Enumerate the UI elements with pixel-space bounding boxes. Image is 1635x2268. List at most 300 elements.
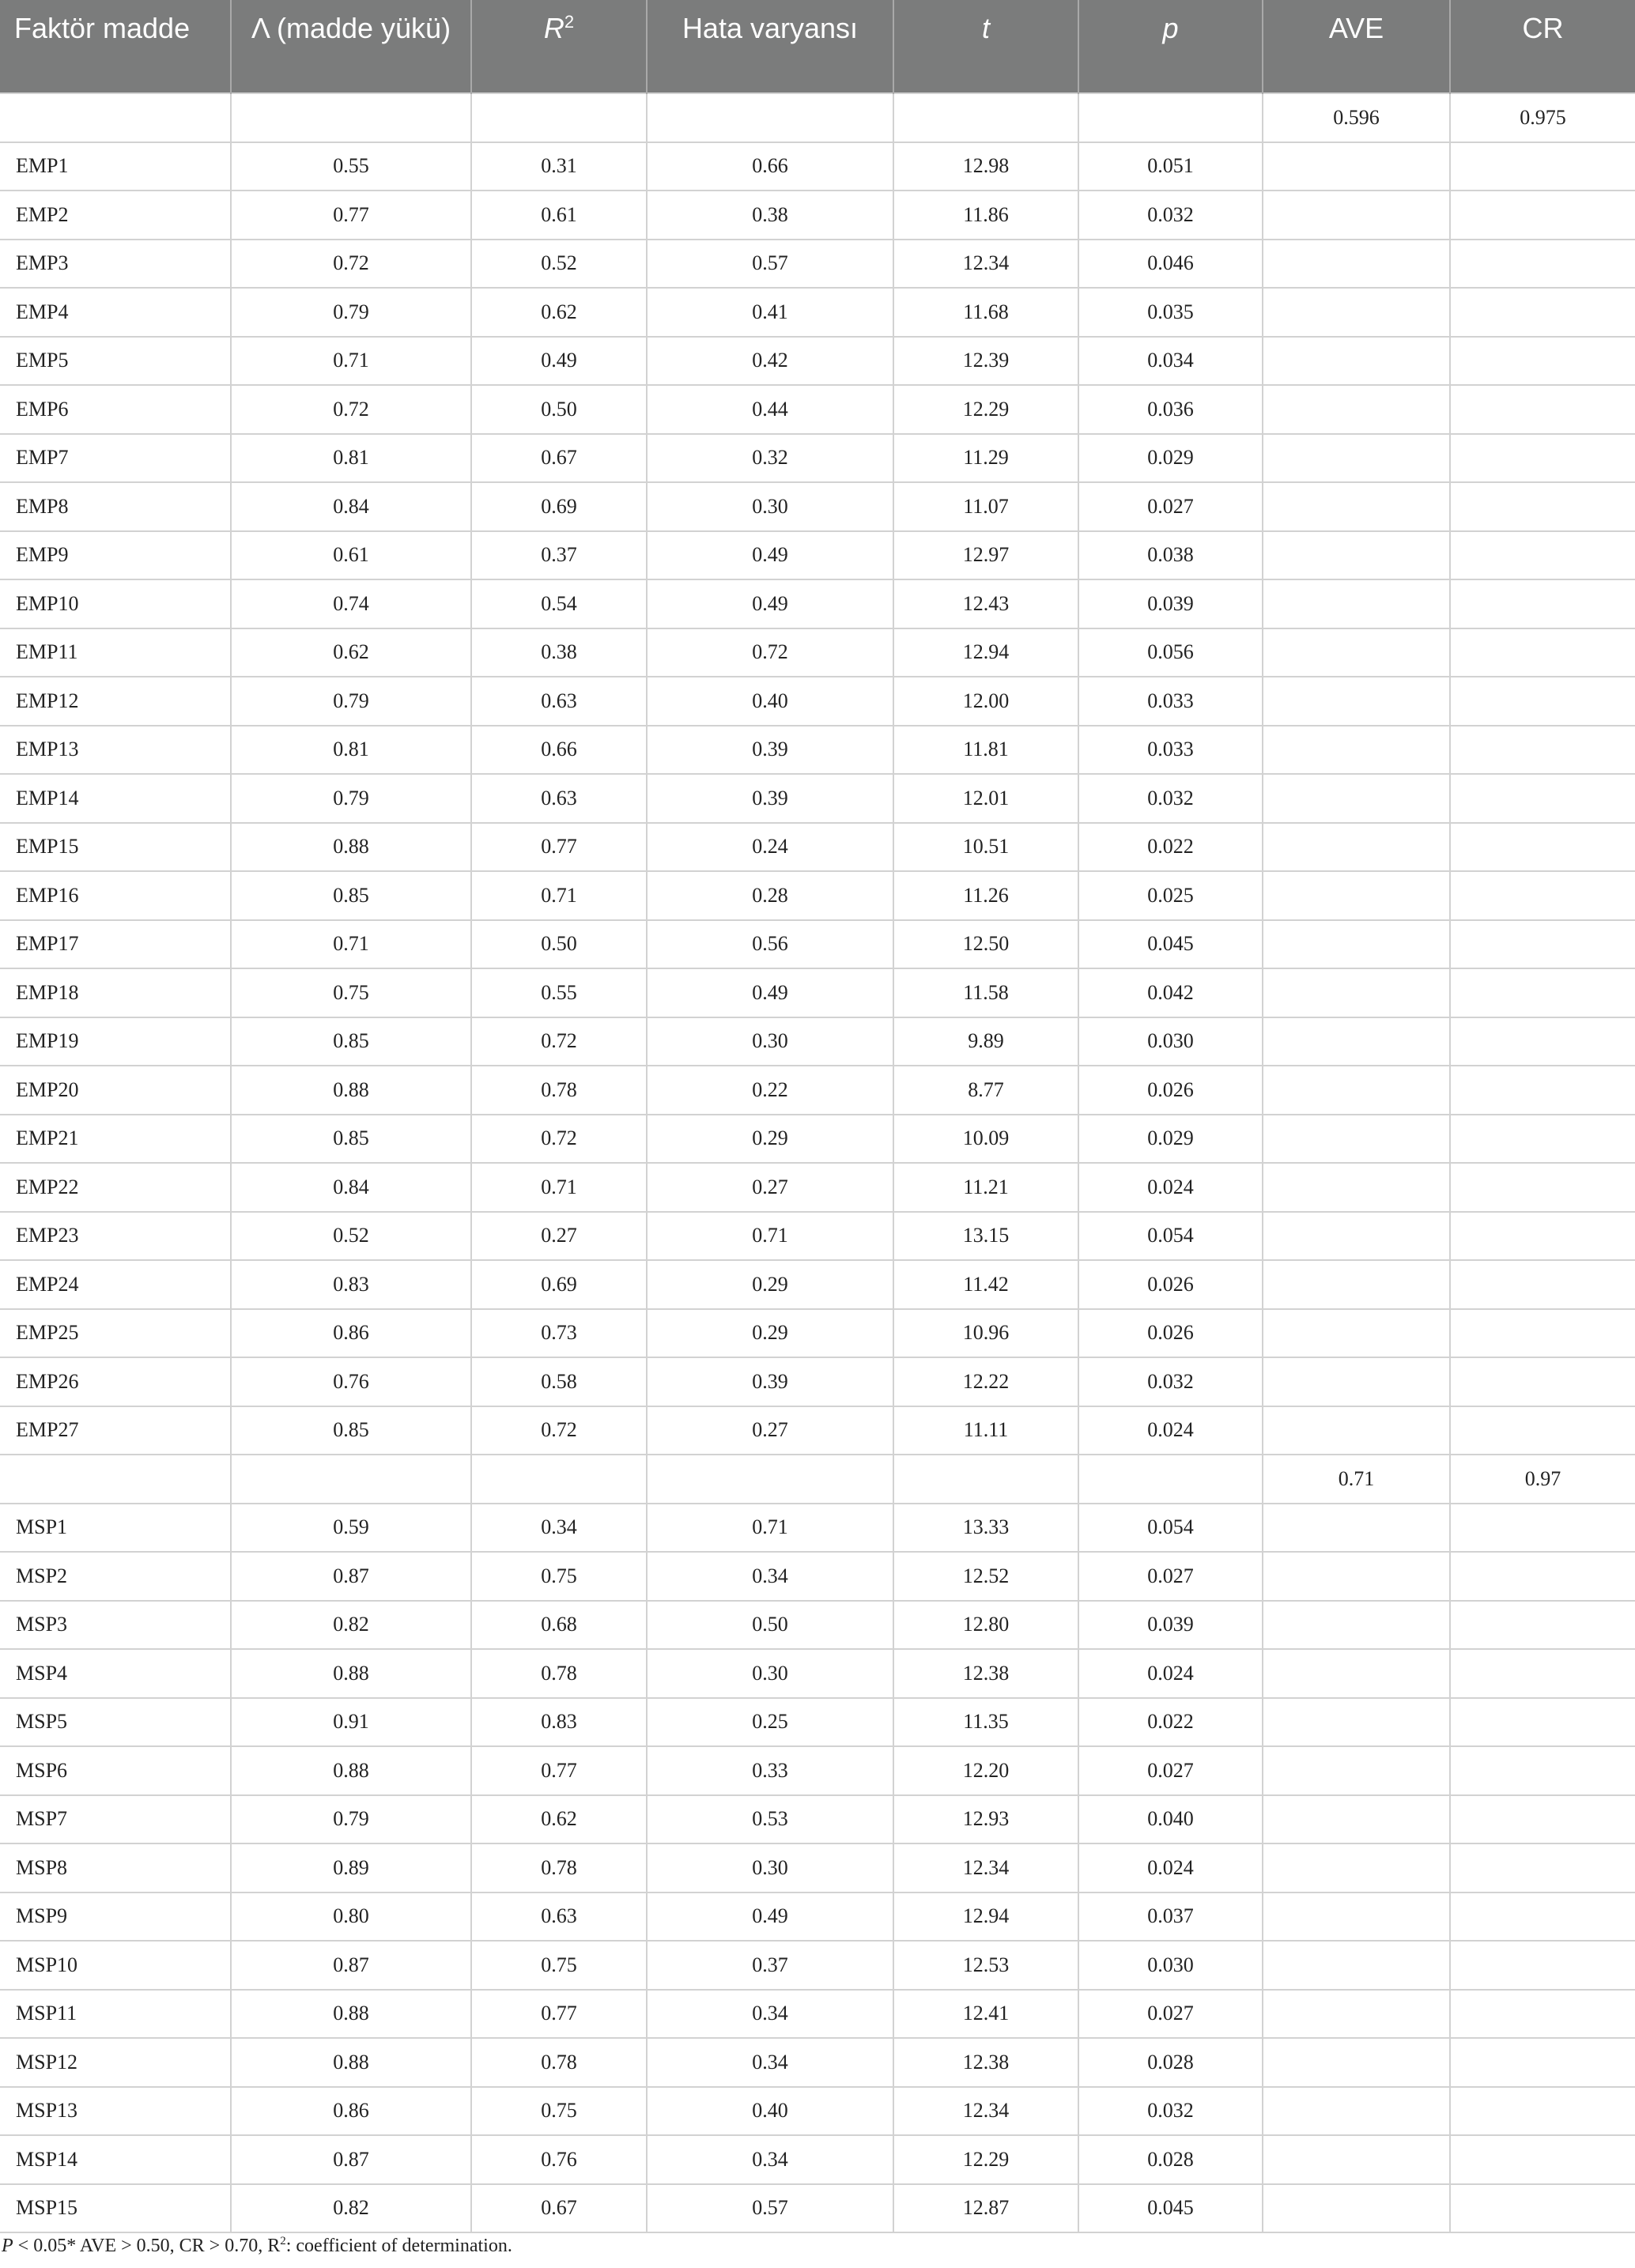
cell-cr [1450,968,1635,1017]
cell-error-variance: 0.50 [647,1601,893,1650]
table-row [0,1843,1635,1893]
cell-ave [1263,337,1450,386]
cell-loading: 0.72 [231,240,471,289]
cell-r-squared: 0.58 [471,1357,647,1406]
header-p-value: p [1078,0,1263,93]
cell-cr [1450,1698,1635,1747]
cell-ave [1263,1990,1450,2039]
cell-ave [1263,142,1450,191]
cell-cr [1450,1746,1635,1795]
cell-t-value: 12.80 [893,1601,1078,1650]
cell-ave [1263,2087,1450,2136]
cell-t-value: 13.15 [893,1212,1078,1261]
cell-ave [1263,1017,1450,1066]
table-row-summary [0,1455,1635,1504]
cell-error-variance: 0.30 [647,482,893,531]
table-row [0,2184,1635,2233]
cell-t-value: 13.33 [893,1504,1078,1553]
table-row [0,1017,1635,1066]
cell-ave [1263,1309,1450,1358]
header-r-squared: $R^2$ [471,0,647,93]
cell-p-value: 0.028 [1078,2038,1263,2087]
cell-r-squared: 0.83 [471,1698,647,1747]
cell-cr [1450,1504,1635,1553]
cell-cr [1450,434,1635,483]
cell-r-squared: 0.52 [471,240,647,289]
cell-error-variance: 0.56 [647,920,893,969]
cell-item: EMP12 [0,677,231,726]
cell-ave [1263,1552,1450,1601]
cell-loading: 0.89 [231,1843,471,1893]
cell-item: EMP27 [0,1406,231,1455]
cell-item: EMP18 [0,968,231,1017]
cell-r-squared: 0.71 [471,1163,647,1212]
cell-item: EMP25 [0,1309,231,1358]
cell-error-variance: 0.33 [647,1746,893,1795]
header-ave: AVE [1263,0,1450,93]
cell-item: EMP22 [0,1163,231,1212]
cell-p-value: 0.027 [1078,1746,1263,1795]
cell-error-variance: 0.30 [647,1843,893,1893]
table-row [0,1115,1635,1164]
cell-t-value: 12.34 [893,1843,1078,1893]
cell-ave [1263,2184,1450,2233]
cell-ave [1263,482,1450,531]
cell-item: EMP21 [0,1115,231,1164]
cell-r-squared: 0.75 [471,1941,647,1990]
cell-item [0,93,231,142]
cell-error-variance: 0.49 [647,1893,893,1942]
cell-ave [1263,823,1450,872]
cell-p-value: 0.029 [1078,1115,1263,1164]
cell-r-squared: 0.72 [471,1115,647,1164]
cell-cr [1450,1163,1635,1212]
cell-r-squared: 0.77 [471,1990,647,2039]
cell-p-value: 0.024 [1078,1649,1263,1698]
cell-error-variance: 0.30 [647,1017,893,1066]
cell-error-variance: 0.29 [647,1260,893,1309]
cell-ave [1263,968,1450,1017]
cell-loading [231,1455,471,1504]
cell-loading [231,93,471,142]
cell-t-value: 12.38 [893,2038,1078,2087]
cell-error-variance: 0.27 [647,1406,893,1455]
cell-r-squared: 0.49 [471,337,647,386]
cell-p-value: 0.027 [1078,1990,1263,2039]
cell-item: EMP23 [0,1212,231,1261]
cell-loading: 0.81 [231,434,471,483]
cell-t-value: 9.89 [893,1017,1078,1066]
cell-cr [1450,1893,1635,1942]
cell-item: MSP5 [0,1698,231,1747]
cell-ave: 0.596 [1263,93,1450,142]
cell-r-squared: 0.78 [471,1066,647,1115]
cell-cr [1450,2087,1635,2136]
cell-t-value: 11.81 [893,726,1078,775]
cell-cr [1450,579,1635,628]
table-row [0,628,1635,677]
cell-t-value: 11.86 [893,191,1078,240]
cell-error-variance: 0.39 [647,774,893,823]
cell-error-variance: 0.44 [647,385,893,434]
header-cr: CR [1522,12,1564,44]
table-row [0,531,1635,580]
cell-ave [1263,628,1450,677]
cell-cr [1450,1212,1635,1261]
cell-r-squared: 0.63 [471,774,647,823]
cell-p-value: 0.037 [1078,1893,1263,1942]
cell-r-squared: 0.54 [471,579,647,628]
cell-t-value: 10.96 [893,1309,1078,1358]
cell-r-squared: 0.62 [471,288,647,337]
cell-t-value: 11.42 [893,1260,1078,1309]
cell-cr [1450,1941,1635,1990]
cell-p-value: 0.027 [1078,1552,1263,1601]
cell-item: EMP20 [0,1066,231,1115]
cell-t-value [893,1455,1078,1504]
cell-cr: 0.975 [1450,93,1635,142]
cell-loading: 0.86 [231,1309,471,1358]
cell-cr [1450,1066,1635,1115]
table-row [0,871,1635,920]
table-row [0,337,1635,386]
cell-ave [1263,726,1450,775]
cell-p-value: 0.039 [1078,579,1263,628]
cell-ave [1263,1746,1450,1795]
cell-error-variance: 0.49 [647,531,893,580]
cell-p-value: 0.042 [1078,968,1263,1017]
cell-t-value: 12.41 [893,1990,1078,2039]
cell-loading: 0.79 [231,1795,471,1844]
cell-t-value: 11.29 [893,434,1078,483]
table-row [0,1601,1635,1650]
table-row [0,774,1635,823]
cell-cr [1450,2038,1635,2087]
cell-t-value: 12.20 [893,1746,1078,1795]
cell-cr [1450,726,1635,775]
cell-item: MSP9 [0,1893,231,1942]
table-row [0,288,1635,337]
cell-item: MSP12 [0,2038,231,2087]
cell-ave [1263,385,1450,434]
cell-cr [1450,191,1635,240]
cell-ave [1263,2038,1450,2087]
cell-r-squared: 0.75 [471,1552,647,1601]
cell-loading: 0.74 [231,579,471,628]
table-row [0,579,1635,628]
cell-p-value [1078,1455,1263,1504]
cell-item: MSP1 [0,1504,231,1553]
cell-r-squared: 0.67 [471,434,647,483]
cell-item: EMP24 [0,1260,231,1309]
table-row [0,434,1635,483]
cell-r-squared: 0.77 [471,823,647,872]
cell-p-value: 0.026 [1078,1260,1263,1309]
cell-r-squared: 0.63 [471,1893,647,1942]
cell-t-value: 12.43 [893,579,1078,628]
cell-t-value: 10.51 [893,823,1078,872]
cell-item: MSP13 [0,2087,231,2136]
cell-loading: 0.88 [231,1649,471,1698]
cell-ave [1263,1649,1450,1698]
header-factor-loading: Λ (madde yükü) [231,0,471,93]
cell-ave [1263,920,1450,969]
cell-r-squared: 0.55 [471,968,647,1017]
cell-p-value: 0.040 [1078,1795,1263,1844]
cell-loading: 0.88 [231,1066,471,1115]
cell-item: MSP14 [0,2135,231,2184]
table-row [0,1698,1635,1747]
cell-ave [1263,1357,1450,1406]
cell-item: EMP17 [0,920,231,969]
cell-p-value: 0.056 [1078,628,1263,677]
cell-item: EMP6 [0,385,231,434]
cell-r-squared: 0.63 [471,677,647,726]
cell-item: EMP14 [0,774,231,823]
table-row [0,1941,1635,1990]
cell-t-value: 12.94 [893,628,1078,677]
cell-error-variance: 0.29 [647,1115,893,1164]
cell-ave [1263,1601,1450,1650]
cell-r-squared: 0.31 [471,142,647,191]
header-factor-item: Faktör madde [0,0,231,93]
cell-item: EMP1 [0,142,231,191]
cell-loading: 0.83 [231,1260,471,1309]
cell-p-value: 0.026 [1078,1309,1263,1358]
cell-cr [1450,1795,1635,1844]
table-row [0,1795,1635,1844]
cell-p-value: 0.032 [1078,1357,1263,1406]
table-row [0,823,1635,872]
table-row [0,1893,1635,1942]
cell-cr [1450,1601,1635,1650]
cell-error-variance: 0.24 [647,823,893,872]
cell-loading: 0.82 [231,1601,471,1650]
cell-p-value: 0.028 [1078,2135,1263,2184]
cell-loading: 0.79 [231,677,471,726]
cell-loading: 0.88 [231,1746,471,1795]
table-row [0,1163,1635,1212]
cell-item: MSP10 [0,1941,231,1990]
cell-r-squared: 0.69 [471,482,647,531]
cell-p-value: 0.033 [1078,677,1263,726]
cell-item: EMP11 [0,628,231,677]
table-row [0,968,1635,1017]
cell-item: EMP5 [0,337,231,386]
cell-loading: 0.76 [231,1357,471,1406]
cell-ave [1263,1893,1450,1942]
cell-r-squared: 0.34 [471,1504,647,1553]
table-row [0,1746,1635,1795]
cell-error-variance: 0.28 [647,871,893,920]
cell-loading: 0.84 [231,1163,471,1212]
cell-t-value [893,93,1078,142]
table-row [0,1066,1635,1115]
cell-p-value: 0.034 [1078,337,1263,386]
table-row [0,191,1635,240]
cell-item: MSP3 [0,1601,231,1650]
cell-r-squared: 0.78 [471,1649,647,1698]
cell-ave [1263,191,1450,240]
cell-loading: 0.82 [231,2184,471,2233]
cell-t-value: 12.98 [893,142,1078,191]
cell-cr [1450,1843,1635,1893]
cell-error-variance: 0.38 [647,191,893,240]
cell-r-squared: 0.71 [471,871,647,920]
cell-t-value: 12.39 [893,337,1078,386]
cell-loading: 0.62 [231,628,471,677]
cell-cr [1450,1552,1635,1601]
cell-loading: 0.88 [231,823,471,872]
cell-cr [1450,482,1635,531]
cell-t-value: 12.34 [893,240,1078,289]
cell-item [0,1455,231,1504]
cell-ave [1263,1406,1450,1455]
cell-error-variance: 0.34 [647,1552,893,1601]
cell-ave [1263,1941,1450,1990]
cell-loading: 0.79 [231,774,471,823]
cell-r-squared: 0.66 [471,726,647,775]
cell-t-value: 12.93 [893,1795,1078,1844]
cell-p-value: 0.032 [1078,191,1263,240]
cell-r-squared: 0.67 [471,2184,647,2233]
cell-r-squared: 0.37 [471,531,647,580]
cell-r-squared: 0.62 [471,1795,647,1844]
cell-p-value: 0.054 [1078,1212,1263,1261]
cell-p-value: 0.024 [1078,1406,1263,1455]
cell-p-value: 0.033 [1078,726,1263,775]
cell-error-variance: 0.49 [647,968,893,1017]
cell-t-value: 12.87 [893,2184,1078,2233]
cell-t-value: 11.35 [893,1698,1078,1747]
cell-p-value: 0.030 [1078,1941,1263,1990]
cell-t-value: 12.01 [893,774,1078,823]
cell-ave [1263,1504,1450,1553]
cell-r-squared: 0.76 [471,2135,647,2184]
cell-p-value: 0.054 [1078,1504,1263,1553]
cell-r-squared: 0.68 [471,1601,647,1650]
cell-cr [1450,2184,1635,2233]
cell-p-value: 0.045 [1078,2184,1263,2233]
cell-error-variance: 0.57 [647,2184,893,2233]
cell-item: EMP15 [0,823,231,872]
cell-item: EMP26 [0,1357,231,1406]
cell-r-squared: 0.75 [471,2087,647,2136]
cell-error-variance: 0.34 [647,1990,893,2039]
cell-ave [1263,1698,1450,1747]
cell-cr [1450,774,1635,823]
cell-p-value: 0.026 [1078,1066,1263,1115]
cell-loading: 0.85 [231,1406,471,1455]
cell-cr [1450,1357,1635,1406]
cell-t-value: 12.53 [893,1941,1078,1990]
cell-p-value: 0.036 [1078,385,1263,434]
cell-cr [1450,288,1635,337]
cell-loading: 0.55 [231,142,471,191]
cell-error-variance: 0.72 [647,628,893,677]
cell-r-squared: 0.77 [471,1746,647,1795]
cell-loading: 0.85 [231,1115,471,1164]
cell-ave [1263,1795,1450,1844]
cell-cr [1450,2135,1635,2184]
cell-t-value: 12.52 [893,1552,1078,1601]
cell-t-value: 11.11 [893,1406,1078,1455]
cell-error-variance: 0.32 [647,434,893,483]
cell-p-value: 0.027 [1078,482,1263,531]
table-header-row [0,0,1635,93]
cell-t-value: 12.97 [893,531,1078,580]
cell-p-value: 0.025 [1078,871,1263,920]
cell-ave [1263,677,1450,726]
cell-cr [1450,871,1635,920]
cell-ave [1263,531,1450,580]
cell-cr [1450,142,1635,191]
cell-p-value: 0.051 [1078,142,1263,191]
table-row [0,2135,1635,2184]
cell-loading: 0.85 [231,1017,471,1066]
table-body [0,93,1635,2232]
cell-item: EMP2 [0,191,231,240]
table-row [0,1406,1635,1455]
cell-error-variance: 0.53 [647,1795,893,1844]
cell-cr [1450,240,1635,289]
table-row [0,677,1635,726]
table-row [0,2038,1635,2087]
table-row [0,1649,1635,1698]
cell-loading: 0.77 [231,191,471,240]
cell-loading: 0.61 [231,531,471,580]
cell-r-squared [471,1455,647,1504]
cell-loading: 0.81 [231,726,471,775]
cell-r-squared: 0.72 [471,1017,647,1066]
table-row [0,240,1635,289]
cell-ave [1263,774,1450,823]
cell-error-variance: 0.42 [647,337,893,386]
cell-cr [1450,1260,1635,1309]
cell-ave [1263,579,1450,628]
cell-r-squared: 0.78 [471,1843,647,1893]
cell-error-variance: 0.39 [647,726,893,775]
cell-item: MSP6 [0,1746,231,1795]
cell-item: EMP10 [0,579,231,628]
cell-cr [1450,1990,1635,2039]
cell-item: MSP11 [0,1990,231,2039]
cell-r-squared: 0.27 [471,1212,647,1261]
cell-error-variance [647,1455,893,1504]
cell-loading: 0.88 [231,2038,471,2087]
cell-cr [1450,531,1635,580]
cell-cr [1450,1017,1635,1066]
cell-cr [1450,677,1635,726]
cell-cr [1450,628,1635,677]
cell-item: EMP16 [0,871,231,920]
cell-t-value: 12.34 [893,2087,1078,2136]
cell-error-variance: 0.49 [647,579,893,628]
cell-t-value: 11.21 [893,1163,1078,1212]
cell-p-value [1078,93,1263,142]
cell-t-value: 8.77 [893,1066,1078,1115]
cell-ave [1263,1260,1450,1309]
table-row [0,1309,1635,1358]
cell-item: EMP8 [0,482,231,531]
cell-item: MSP4 [0,1649,231,1698]
cell-error-variance: 0.22 [647,1066,893,1115]
cell-ave [1263,1212,1450,1261]
cell-r-squared: 0.69 [471,1260,647,1309]
cell-error-variance: 0.40 [647,677,893,726]
cell-error-variance: 0.40 [647,2087,893,2136]
cell-item: MSP2 [0,1552,231,1601]
